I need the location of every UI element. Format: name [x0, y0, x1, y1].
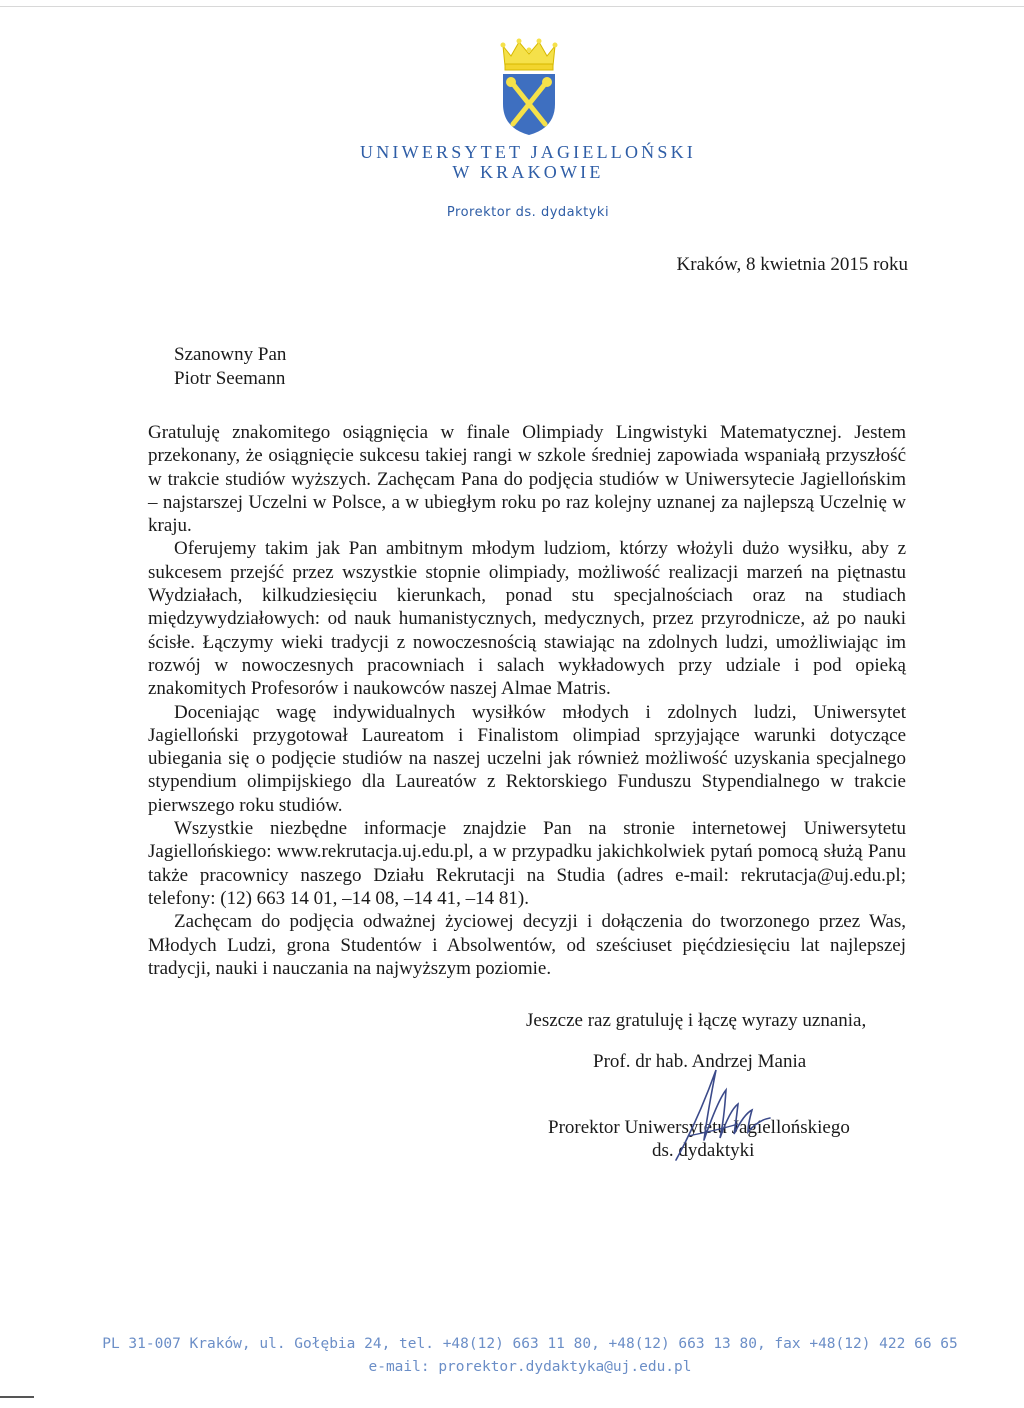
recipient-name: Piotr Seemann — [174, 368, 286, 389]
office-title: Prorektor ds. dydaktyki — [446, 205, 610, 220]
letter-body — [148, 421, 906, 980]
recipient-salutation: Szanowny Pan — [174, 344, 287, 365]
footer-address: PL 31-007 Kraków, ul. Gołębia 24, tel. +48(12) 663 11 80, +48(12) 663 13 80, fax +48(12) 422 66 65 — [102, 1336, 958, 1352]
university-city: W KRAKOWIE — [452, 162, 604, 182]
body-paragraph: Doceniając wagę indywidualnych wysiłków młodych i zdolnych ludzi, Uniwersytet Jagielloński przygotował Laureatom i Finalistom olimpiad sprzyjające warunki dotyczące ubiegania się o podjęcie studiów na naszej uczelni jak również możliwość uzyskania specjalnego stypendium olimpijskiego dla Laureatów z Rektorskiego Funduszu Stypendialnego w trakcie pierwszego roku studiów. — [148, 701, 906, 816]
footer-email: e-mail: prorektor.dydaktyka@uj.edu.pl — [368, 1359, 692, 1375]
closing-line: Jeszcze raz gratuluję i łączę wyrazy uznania, — [526, 1010, 867, 1031]
body-paragraph: Wszystkie niezbędne informacje znajdzie Pan na stronie internetowej Uniwersytetu Jagiellońskiego: www.rekrutacja.uj.edu.pl, a w przypadku jakichkolwiek pytań pomocą służą Panu także pracownicy naszego Działu Rekrutacji na Studia (adres e-mail: rekrutacja@uj.edu.pl; telefony: (12) 663 14 01, –14 08, –14 41, –14 81). — [148, 818, 906, 909]
body-paragraph: Oferujemy takim jak Pan ambitnym młodym ludziom, którzy włożyli dużo wysiłku, aby z sukcesem przejść przez wszystkie stopnie olimpiady, możliwość realizacji marzeń na piętnastu Wydziałach, kilkudziesięciu kierunkach, ponad stu specjalnościach oraz na studiach międzywydziałowych: od nauk humanistycznych, medycznych, przez przyrodnicze, aż po nauki ścisłe. Łączymy wieki tradycji z nowoczesnością stawiając na zdolnych ludzi, umożliwiając im rozwój w nowoczesnych pracowniach i salach wykładowych przy udziale i pod opieką znakomitych Profesorów i naukowców naszej Almae Matris. — [148, 538, 906, 700]
body-paragraph: Gratuluję znakomitego osiągnięcia w finale Olimpiady Lingwistyki Matematycznej. Jestem przekonany, że osiągnięcie sukcesu takiej rangi w szkole średniej zapowiada wspaniałą przyszłość w trakcie studiów wyższych. Zachęcam Pana do podjęcia studiów w Uniwersytecie Jagiellońskim – najstarszej Uczelni w Polsce, a w ubiegłym roku po raz kolejny uznanej za najlepszą Uczelnię w kraju. — [148, 422, 906, 537]
top-edge-line — [0, 6, 1024, 7]
university-crest-icon — [497, 36, 561, 136]
signatory-role: Prorektor Uniwersytetu Jagiellońskiego — [548, 1117, 850, 1138]
signatory-role-detail: ds. dydaktyki — [652, 1140, 755, 1161]
handwritten-signature-icon — [668, 1060, 778, 1170]
letter-date: Kraków, 8 kwietnia 2015 roku — [676, 254, 908, 275]
body-paragraph: Zachęcam do podjęcia odważnej życiowej decyzji i dołączenia do tworzonego przez Was, Młodych Ludzi, grona Studentów i Absolwentów, od sześciuset pięćdziesięciu lat najlepszej tradycji, nauki i nauczania na najwyższym poziomie. — [148, 911, 906, 979]
signatory-name: Prof. dr hab. Andrzej Mania — [593, 1051, 807, 1072]
university-name: UNIWERSYTET JAGIELLOŃSKI — [360, 142, 696, 162]
bottom-edge-mark — [0, 1396, 34, 1398]
